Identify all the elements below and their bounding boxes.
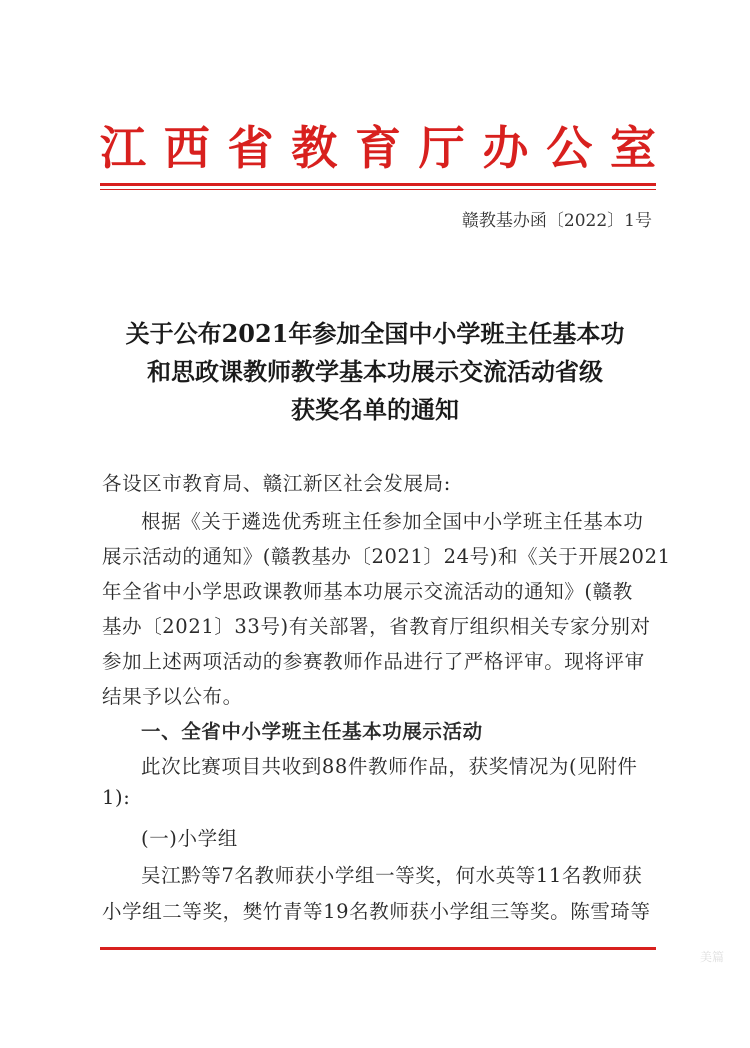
org-char: 办 [482, 121, 529, 175]
org-char: 公 [546, 121, 593, 175]
body-line: 小学组二等奖，樊竹青等19名教师获小学组三等奖。陈雪琦等 [102, 900, 651, 923]
issuing-organization-header [100, 120, 656, 176]
body-line: 参加上述两项活动的参赛教师作品进行了严格评审。现将评审 [102, 650, 645, 673]
org-char: 教 [291, 121, 338, 175]
header-divider-thick [100, 183, 656, 186]
org-char: 江 [100, 121, 146, 175]
header-divider-thin [100, 189, 656, 190]
org-char: 西 [163, 121, 210, 175]
org-char: 室 [610, 121, 656, 175]
document-title-line: 和思政课教师教学基本功展示交流活动省级 [147, 357, 603, 386]
body-line: 展示活动的通知》(赣教基办〔2021〕24号)和《关于开展2021 [102, 545, 671, 568]
subsection-heading: (一)小学组 [141, 827, 238, 850]
body-line: 结果予以公布。 [102, 685, 243, 708]
document-title-line: 获奖名单的通知 [291, 395, 459, 424]
section-heading: 一、全省中小学班主任基本功展示活动 [141, 720, 483, 743]
org-char: 省 [227, 121, 274, 175]
body-line: 年全省中小学思政课教师基本功展示交流活动的通知》(赣教 [102, 580, 633, 603]
salutation: 各设区市教育局、赣江新区社会发展局: [102, 472, 451, 495]
body-line: 基办〔2021〕33号)有关部署，省教育厅组织相关专家分别对 [102, 615, 651, 638]
body-line: 根据《关于遴选优秀班主任参加全国中小学班主任基本功 [141, 510, 644, 533]
body-line: 1): [102, 786, 131, 809]
body-line: 吴江黔等7名教师获小学组一等奖，何水英等11名教师获 [141, 864, 643, 887]
document-number: 赣教基办函〔2022〕1号 [461, 211, 652, 231]
document-title-line: 关于公布2021年参加全国中小学班主任基本功 [125, 319, 625, 348]
org-char: 厅 [418, 121, 465, 175]
page-bottom-divider [100, 947, 656, 950]
body-line: 此次比赛项目共收到88件教师作品，获奖情况为(见附件 [141, 755, 638, 778]
watermark: 美篇 [700, 950, 725, 964]
org-char: 育 [355, 121, 401, 175]
